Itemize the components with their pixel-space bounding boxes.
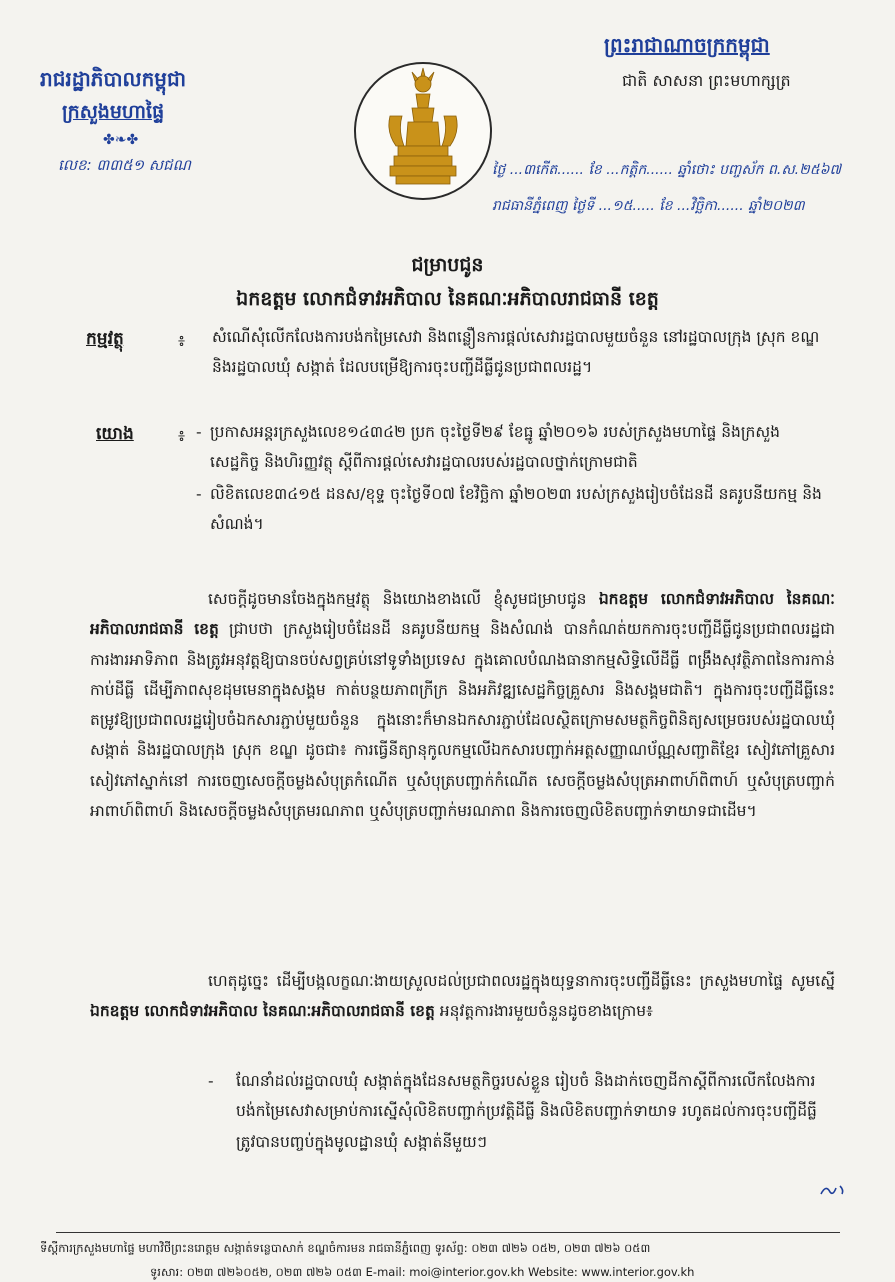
footer-address: ទីស្តីការក្រសួងមហាផ្ទៃ មហាវិថីព្រះនរោត្តម សង្កាត់ទន្លេបាសាក់ ខណ្ឌចំការមន រាជធានីភ្នំពេញ ទូរស័ព្ទ: ០២៣ ៧២៦ ០៥២, ០២៣ ៧២៦ ០៥៣ [40, 1241, 651, 1255]
footer-divider [56, 1232, 840, 1233]
government-name: រាជរដ្ឋាភិបាលកម្ពុជា [40, 67, 186, 91]
paragraph-intro: ហេតុដូច្នេះ ដើម្បីបង្កលក្ខណៈងាយស្រួលដល់ប្រជាពលរដ្ឋក្នុងយុទ្ធនាការចុះបញ្ជីដីធ្លីនេះ ក្រសួងមហាផ្ទៃ សូមស្នើ [208, 972, 835, 990]
paragraph-recipient: ឯកឧត្តម លោកជំទាវអភិបាល នៃគណៈអភិបាលរាជធានី ខេត្ត [90, 590, 835, 639]
action-list [208, 1066, 833, 1157]
body-paragraph-2 [90, 966, 835, 1027]
kingdom-name: ព្រះរាជាណាចក្រកម្ពុជា [604, 33, 770, 57]
lunar-date: ថ្ងៃ ...៣កើត...... ខែ ...កត្តិក...... ឆ្នាំថោះ បញ្ចស័ក ព.ស.២៥៦៧ [492, 162, 842, 178]
national-motto: ជាតិ សាសនា ព្រះមហាក្សត្រ [622, 71, 791, 90]
paragraph-intro: សេចក្ដីដូចមានចែងក្នុងកម្មវត្ថុ និងយោងខាងលើ ខ្ញុំសូមជម្រាបជូន [208, 590, 599, 608]
reference-label: យោង [96, 424, 134, 444]
royal-emblem-icon [352, 60, 494, 202]
body-paragraph-1 [90, 584, 835, 826]
subject-text: សំណើសុំលើកលែងការបង់កម្រៃសេវា និងពន្លឿនការផ្ដល់សេវារដ្ឋបាលមួយចំនួន នៅរដ្ឋបាលក្រុង ស្រុក ខណ្ឌ និងរដ្ឋបាលឃុំ សង្កាត់ ដែលបម្រើឱ្យការចុះបញ្ជីដីធ្លីជូនប្រជាពលរដ្ឋ។ [212, 328, 820, 376]
paragraph-recipient: ឯកឧត្តម លោកជំទាវអភិបាល នៃគណៈអភិបាលរាជធានី ខេត្ត [90, 1002, 435, 1021]
reference-list [196, 417, 826, 541]
subject-colon: ៖ [178, 331, 186, 350]
action-item: - ណែនាំដល់រដ្ឋបាលឃុំ សង្កាត់ក្នុងដែនសមត្ថកិច្ចរបស់ខ្លួន រៀបចំ និងដាក់ចេញដីកាស្ដីពីការលើកលែងការបង់កម្រៃសេវាសម្រាប់ការស្នើសុំលិខិតបញ្ជាក់ប្រវត្តិដីធ្លី និងលិខិតបញ្ជាក់ទាយាទ រហូតដល់ការចុះបញ្ជីដីធ្លីត្រូវបានបញ្ចប់ក្នុងមូលដ្ឋានឃុំ សង្កាត់នីមួយៗ [208, 1066, 833, 1157]
reference-item: - ប្រកាសអន្តរក្រសួងលេខ១៤៣៤២ ប្រក ចុះថ្ងៃទី២៩ ខែធ្នូ ឆ្នាំ២០១៦ របស់ក្រសួងមហាផ្ទៃ និងក្រសួងសេដ្ឋកិច្ច និងហិរញ្ញវត្ថុ ស្តីពីការផ្ដល់សេវារដ្ឋបាលរបស់រដ្ឋបាលថ្នាក់ក្រោមជាតិ [196, 417, 826, 477]
notice-title: ជម្រាបជូន [411, 254, 484, 276]
reference-number: លេខ: ៣៣៥១ សជណ [58, 156, 191, 174]
paragraph-rest: ជ្រាបថា ក្រសួងរៀបចំដែនដី នគរូបនីយកម្ម និងសំណង់ បានកំណត់យកការចុះបញ្ជីដីធ្លីជូនប្រជាពលរដ្ឋជាការងារអាទិភាព និងត្រូវអនុវត្តឱ្យបានចប់សព្វគ្រប់នៅទូទាំងប្រទេស ក្នុងគោលបំណងធានាកម្មសិទ្ធិលើដីធ្លី ពង្រឹងសុវត្ថិភាពនៃការកាន់កាប់ដីធ្លី ដើម្បីភាពសុខដុមមេនាក្នុងសង្គម កាត់បន្ថយភាពក្រីក្រ និងអភិវឌ្ឍសេដ្ឋកិច្ចគ្រួសារ និងសង្គមជាតិ។ ក្នុងការចុះបញ្ជីដីធ្លីនេះ តម្រូវឱ្យប្រជាពលរដ្ឋរៀបចំឯកសារភ្ជាប់មួយចំនួន ក្នុងនោះក៏មានឯកសារភ្ជាប់ដែលស្ថិតក្រោមសមត្ថកិច្ចពិនិត្យសម្រេចរបស់រដ្ឋបាលឃុំ សង្កាត់ និងរដ្ឋបាលក្រុង ស្រុក ខណ្ឌ ដូចជា៖ ការធ្វើនីត្យានុកូលកម្មលើឯកសារបញ្ជាក់អត្តសញ្ញាណប័ណ្ណសញ្ជាតិខ្មែរ សៀវភៅគ្រួសារ សៀវភៅស្នាក់នៅ ការចេញសេចក្ដីចម្លងសំបុត្រកំណើត ឬសំបុត្របញ្ជាក់កំណើត សេចក្ដីចម្លងសំបុត្រអាពាហ៍ពិពាហ៍ ឬសំបុត្របញ្ជាក់អាពាហ៍ពិពាហ៍ និងសេចក្ដីចម្លងសំបុត្រមរណភាព ឬសំបុត្របញ្ជាក់មរណភាព និងការចេញលិខិតបញ្ជាក់ទាយាទជាដើម។ [90, 620, 835, 821]
ministry-name: ក្រសួងមហាផ្ទៃ [62, 101, 165, 123]
handwritten-initial-icon [818, 1180, 848, 1200]
reference-colon: ៖ [178, 426, 186, 445]
footer-contact: ទូរសារ: ០២៣ ៧២៦០៥២, ០២៣ ៧២៦ ០៥៣ E-mail: moi@interior.gov.kh Website: www.interior.gov.kh [150, 1265, 695, 1279]
paragraph-rest: អនុវត្តការងារមួយចំនួនដូចខាងក្រោម៖ [434, 1002, 653, 1021]
subject-label: កម្មវត្ថុ [86, 329, 124, 349]
reference-item: - លិខិតលេខ៣៤១៥ ដនស/ខុទ្ទ ចុះថ្ងៃទី០៧ ខែវិច្ឆិកា ឆ្នាំ២០២៣ របស់ក្រសួងរៀបចំដែនដី នគរូបនីយកម្ម និងសំណង់។ [196, 479, 826, 539]
ornament-divider: ✤❧✤ [103, 132, 139, 148]
recipient-line: ឯកឧត្តម លោកជំទាវអភិបាល នៃគណៈអភិបាលរាជធានី ខេត្ត [236, 288, 659, 310]
solar-date: រាជធានីភ្នំពេញ ថ្ងៃទី ...១៥..... ខែ ...វិច្ឆិកា...... ឆ្នាំ២០២៣ [492, 198, 805, 214]
